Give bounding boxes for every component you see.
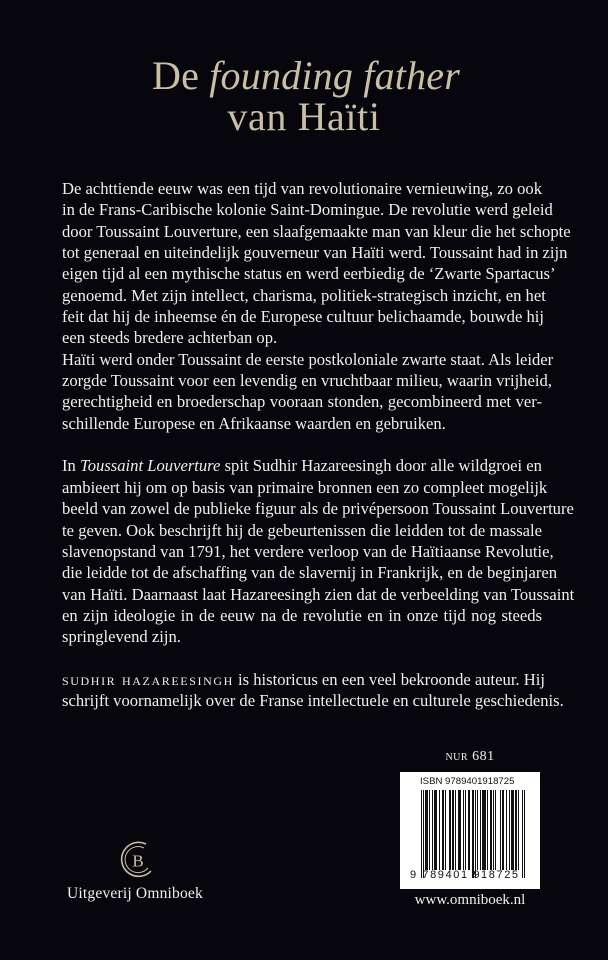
text-line: van Haïti. Daarnaast laat Hazareesingh zien dat de verbeelding van Toussaint [62,584,575,604]
text-fragment: spit Sudhir Hazareesingh door alle wildgroei en [220,456,542,476]
text-line: beeld van zowel de publieke figuur als de privépersoon Toussaint Louverture [62,499,574,519]
title-prefix: De [151,53,210,98]
text-line [62,669,545,690]
paragraph-3 [62,455,575,647]
text-line: eigen tijd al een mythische status en werd eerbiedig de ‘Zwarte Spartacus’ [62,264,556,284]
publisher-logo-icon [113,836,161,884]
text-line: in de Frans-Caribische kolonie Saint-Domingue. De revolutie werd geleid [62,200,553,220]
text-line: door Toussaint Louverture, een slaafgemaakte man van kleur die het schopte [62,221,571,241]
text-line [62,455,542,476]
paragraph-2 [62,349,554,434]
isbn-barcode [400,772,540,889]
author-name: sudhir hazareesingh [62,669,234,689]
text-line: Haïti werd onder Toussaint de eerste postkoloniale zwarte staat. Als leider [62,349,554,369]
text-line: feit dat hij de inheemse én de Europese cultuur belichaamde, bouwde hij [62,307,544,327]
nur-label: nur [445,749,469,764]
paragraph-1 [62,178,571,349]
text-line: en zijn ideologie in de eeuw na de revolutie en in onze tijd nog steeds [62,605,542,625]
author-bio [62,669,564,712]
text-line: slavenopstand van 1791, het verdere verloop van de Haïtiaanse Revolutie, [62,541,554,561]
barcode-bars [421,790,525,870]
publisher-name: Uitgeverij Omniboek [67,885,203,902]
blurb-text [62,178,575,712]
text-fragment: is historicus en een veel bekroonde auteur. Hij [233,669,545,689]
nur-number: 681 [468,749,495,764]
isbn-label: ISBN 9789401918725 [420,776,515,787]
text-line: die leidde tot de afschaffing van de slavernij in Frankrijk, en de beginjaren [62,563,558,583]
logo-letter: B [132,851,144,871]
title-italic: founding father [209,53,461,98]
nur-code [400,748,540,766]
text-line: een steeds bredere achterban op. [62,328,278,348]
book-title-italic: Toussaint Louverture [80,456,221,476]
text-line: zorgde Toussaint voor een levendig en vruchtbaar milieu, waarin vrijheid, [62,371,552,391]
text-fragment: In [62,456,81,476]
text-line: schrijft voornamelijk over de Franse intellectuele en culturele geschiedenis. [62,691,564,711]
text-line: schillende Europese en Afrikaanse waarden en gebruiken. [62,413,446,433]
barcode-digits: 9 789401 918725 [410,869,520,881]
text-line: genoemd. Met zijn intellect, charisma, politiek-strategisch inzicht, en het [62,285,546,305]
text-line: ambieert hij om op basis van primaire bronnen een zo compleet mogelijk [62,477,548,497]
text-line: De achttiende eeuw was een tijd van revolutionaire vernieuwing, zo ook [62,179,542,198]
text-line: springlevend zijn. [62,627,181,647]
text-line: tot generaal en uiteindelijk gouverneur van Haïti werd. Toussaint had in zijn [62,243,568,263]
text-line: te geven. Ook beschrijft hij de gebeurtenissen die leidden tot de massale [62,520,542,540]
publisher-url: www.omniboek.nl [414,892,526,908]
title-line-2: van Haïti [227,94,381,139]
text-line: gerechtigheid en broederschap vooraan stonden, gecombineerd met ver- [62,392,542,412]
